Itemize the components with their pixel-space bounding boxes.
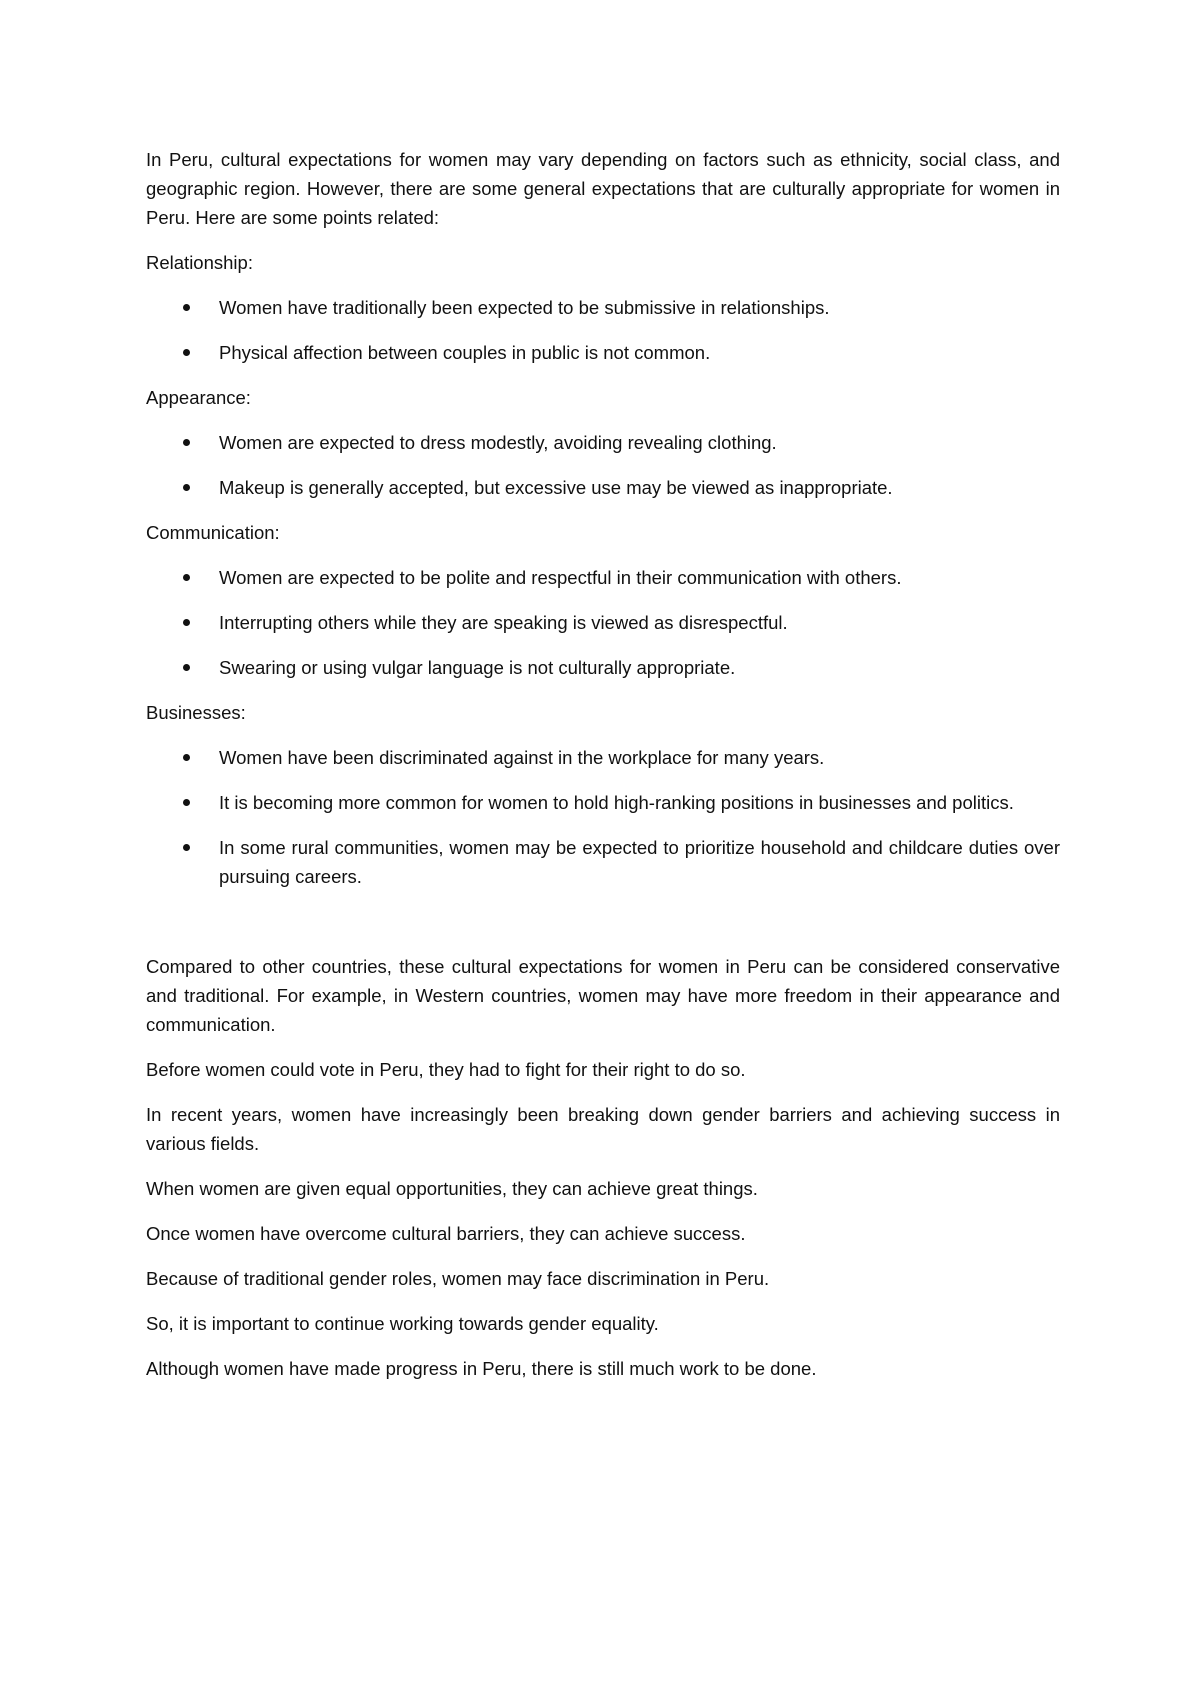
bullet-list-appearance	[146, 428, 1060, 502]
bullet-icon	[183, 574, 190, 581]
bullet-icon	[183, 439, 190, 446]
list-item-text: Women are expected to be polite and respectful in their communication with others.	[219, 567, 902, 588]
blank-line	[146, 907, 1060, 952]
list-item	[146, 338, 1060, 367]
bullet-icon	[183, 349, 190, 356]
closing-paragraph: Compared to other countries, these cultural expectations for women in Peru can be considered conservative and traditional. For example, in Western countries, women may have more freedom in their appearance and communication.	[146, 956, 1060, 1035]
list-item	[146, 608, 1060, 637]
list-item	[146, 743, 1060, 772]
bullet-icon	[183, 619, 190, 626]
closing-paragraph: Although women have made progress in Peru, there is still much work to be done.	[146, 1358, 817, 1379]
list-item	[146, 293, 1060, 322]
list-item	[146, 428, 1060, 457]
list-item-text: Interrupting others while they are speaking is viewed as disrespectful.	[219, 612, 788, 633]
bullet-icon	[183, 799, 190, 806]
bullet-list-businesses	[146, 743, 1060, 891]
intro-paragraph: In Peru, cultural expectations for women may vary depending on factors such as ethnicity, social class, and geographic region. However, there are some general expectations that are culturally appropriate for women in Peru. Here are some points related:	[146, 149, 1060, 228]
list-item-text: Women are expected to dress modestly, avoiding revealing clothing.	[219, 432, 777, 453]
list-item	[146, 473, 1060, 502]
bullet-icon	[183, 484, 190, 491]
bullet-icon	[183, 304, 190, 311]
section-heading-appearance: Appearance:	[146, 387, 251, 408]
bullet-list-communication	[146, 563, 1060, 682]
closing-paragraph: So, it is important to continue working towards gender equality.	[146, 1313, 659, 1334]
section-heading-relationship: Relationship:	[146, 252, 253, 273]
list-item	[146, 563, 1060, 592]
list-item	[146, 653, 1060, 682]
list-item	[146, 833, 1060, 891]
bullet-icon	[183, 754, 190, 761]
bullet-list-relationship	[146, 293, 1060, 367]
bullet-icon	[183, 664, 190, 671]
document-body	[146, 145, 1060, 1399]
closing-paragraph: Before women could vote in Peru, they had to fight for their right to do so.	[146, 1059, 746, 1080]
list-item-text: Women have been discriminated against in the workplace for many years.	[219, 747, 825, 768]
list-item-text: Women have traditionally been expected to be submissive in relationships.	[219, 297, 830, 318]
list-item-text: Makeup is generally accepted, but excessive use may be viewed as inappropriate.	[219, 477, 893, 498]
list-item-text: It is becoming more common for women to hold high-ranking positions in businesses and politics.	[219, 792, 1014, 813]
closing-paragraph: In recent years, women have increasingly been breaking down gender barriers and achieving success in various fields.	[146, 1104, 1060, 1154]
closing-paragraph: Once women have overcome cultural barriers, they can achieve success.	[146, 1223, 746, 1244]
list-item-text: Physical affection between couples in public is not common.	[219, 342, 711, 363]
section-heading-communication: Communication:	[146, 522, 280, 543]
list-item-text: In some rural communities, women may be expected to prioritize household and childcare duties over pursuing careers.	[219, 837, 1060, 887]
closing-paragraph: Because of traditional gender roles, women may face discrimination in Peru.	[146, 1268, 770, 1289]
section-heading-businesses: Businesses:	[146, 702, 246, 723]
bullet-icon	[183, 844, 190, 851]
closing-paragraph: When women are given equal opportunities, they can achieve great things.	[146, 1178, 758, 1199]
list-item	[146, 788, 1060, 817]
list-item-text: Swearing or using vulgar language is not culturally appropriate.	[219, 657, 736, 678]
